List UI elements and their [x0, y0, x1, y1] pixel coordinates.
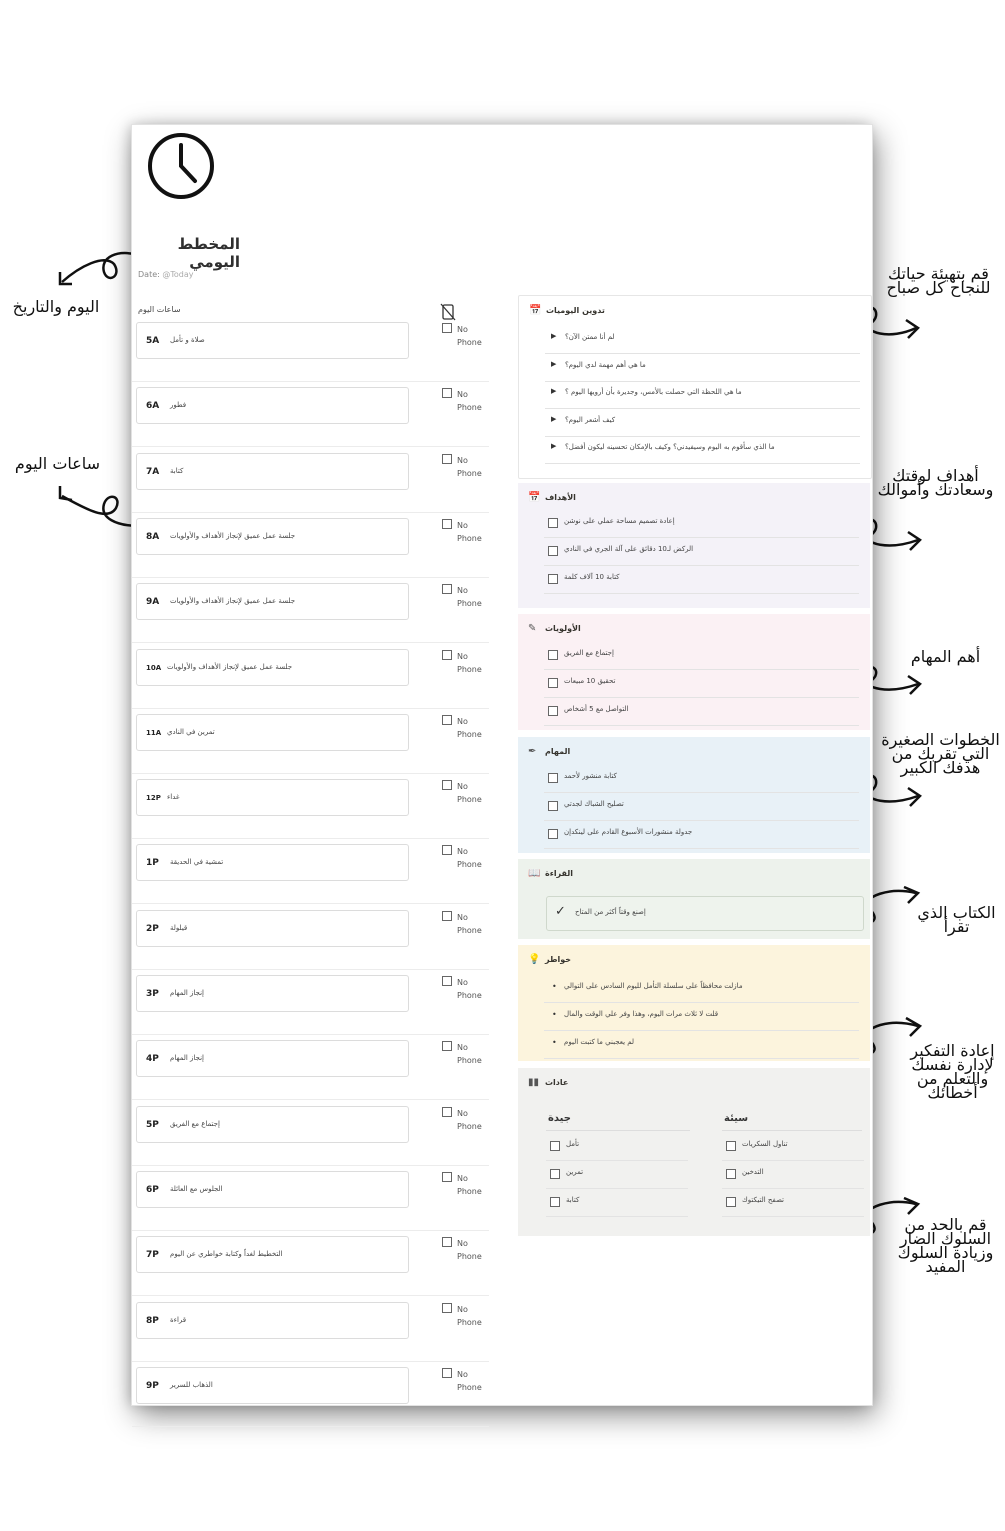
hour-activity-field[interactable]	[136, 975, 409, 1012]
no-phone-label	[457, 911, 482, 937]
item-text: كتابة 10 آلاف كلمة	[564, 573, 620, 581]
no-phone-label	[457, 323, 482, 349]
hour-row	[132, 1034, 489, 1100]
checkbox[interactable]	[726, 1141, 736, 1151]
checkbox[interactable]	[548, 678, 558, 688]
date-label: Date:	[138, 270, 160, 279]
hour-label: 10A	[146, 663, 162, 672]
hour-row	[132, 1230, 489, 1296]
hour-row	[132, 1100, 489, 1166]
reading-title: القراءة	[545, 869, 574, 878]
bullet-icon: •	[552, 1010, 557, 1019]
annotation-day-date: اليوم والتاريخ	[12, 297, 100, 316]
no-phone-line1: No	[457, 716, 468, 726]
no-phone-line1: No	[457, 847, 468, 857]
annotation-thoughts: إعادة التفكير لإدارة نفسك والتعلم من أخطائك	[910, 1041, 995, 1102]
toggle-triangle-icon[interactable]: ▶	[551, 442, 557, 450]
goals-header	[528, 492, 576, 503]
checkbox[interactable]	[550, 1169, 560, 1179]
no-phone-line1: No	[457, 455, 468, 465]
date-property[interactable]	[138, 270, 194, 279]
item-text: لم أنا ممتن الآن؟	[565, 333, 615, 341]
no-phone-label	[457, 584, 482, 610]
hour-activity-field[interactable]	[136, 1236, 409, 1273]
journal-title: تدوين اليوميات	[546, 306, 605, 315]
hour-activity-text: صلاة و تأمل	[170, 336, 205, 344]
toggle-triangle-icon[interactable]: ▶	[551, 359, 557, 368]
hour-activity-field[interactable]	[136, 1040, 409, 1077]
no-phone-line2: Phone	[457, 795, 482, 805]
checkbox[interactable]	[548, 574, 558, 584]
habit-text: تأمل	[566, 1140, 580, 1148]
habits-section	[518, 1068, 870, 1236]
hours-column-header: ساعات اليوم	[138, 305, 181, 314]
todo-item[interactable]	[544, 765, 859, 793]
habit-text: تمرين	[566, 1168, 584, 1176]
checkbox[interactable]	[442, 454, 452, 464]
bullet-item[interactable]	[544, 1031, 859, 1059]
edit-icon: ✎	[528, 623, 537, 634]
hour-activity-text: جلسة عمل عميق لإنجاز الأهداف والأولويات	[170, 531, 296, 540]
annotation-priorities: أهم المهام	[910, 647, 981, 666]
todo-item[interactable]	[544, 698, 859, 726]
checkbox[interactable]	[548, 546, 558, 556]
hour-row	[132, 643, 489, 709]
hour-activity-field[interactable]	[136, 910, 409, 947]
todo-item[interactable]	[544, 510, 859, 538]
habit-item[interactable]	[722, 1189, 864, 1217]
no-phone-line1: No	[457, 520, 468, 530]
item-text: الركض لـ10 دقائق على آلة الجري في النادي	[564, 545, 694, 553]
hour-label: 4P	[146, 1054, 159, 1065]
hour-row	[132, 381, 489, 447]
hour-activity-text: التخطيط لغداً وكتابة خواطري عن اليوم	[170, 1250, 283, 1259]
checkbox[interactable]	[442, 911, 452, 921]
hour-label: 7A	[146, 466, 160, 477]
bar-chart-icon: ▮▮	[528, 1077, 540, 1088]
item-text: ما الذي سأقوم به اليوم وسيفيدني؟ وكيف بالإمكان تحسينه ليكون أفضل؟	[565, 443, 775, 451]
habit-text: التدخين	[742, 1168, 764, 1176]
no-phone-line1: No	[457, 1043, 468, 1053]
toggle-triangle-icon[interactable]: ▶	[551, 332, 557, 340]
hour-activity-field[interactable]	[136, 583, 409, 620]
journal-header	[529, 305, 605, 316]
habits-bad-divider	[722, 1130, 862, 1131]
no-phone-label	[457, 388, 482, 414]
hour-activity-text: تمرين في النادي	[167, 727, 215, 736]
toggle-item[interactable]	[545, 436, 860, 464]
checkbox[interactable]	[442, 1107, 452, 1117]
hour-label: 9P	[146, 1380, 159, 1391]
hour-activity-field[interactable]	[136, 518, 409, 555]
tasks-header	[528, 746, 570, 757]
item-text: مازلت محافظاً على سلسلة التأمل لليوم السادس على التوالي	[564, 982, 743, 990]
planner-page	[132, 125, 872, 1405]
hour-label: 1P	[146, 858, 159, 869]
checkbox[interactable]	[442, 323, 452, 333]
hour-label: 8A	[146, 531, 160, 542]
hour-activity-field[interactable]	[136, 649, 409, 686]
item-text: إعادة تصميم مساحة عملي على نوشن	[564, 517, 675, 525]
no-phone-line1: No	[457, 586, 468, 596]
hour-row	[132, 1361, 489, 1427]
hour-row	[132, 708, 489, 774]
hour-row	[132, 447, 489, 513]
no-phone-line2: Phone	[457, 1317, 482, 1327]
no-phone-line2: Phone	[457, 599, 482, 609]
item-text: إجتماع مع الفريق	[564, 649, 614, 657]
clock-icon	[147, 132, 215, 200]
goals-title: الأهداف	[545, 493, 576, 502]
habit-item[interactable]	[546, 1161, 688, 1189]
item-text: قلت لا ثلاث مرات اليوم، وهذا وفر علي الوقت والمال	[564, 1010, 719, 1018]
checkbox[interactable]	[548, 650, 558, 660]
habits-title: عادات	[545, 1078, 569, 1087]
todo-item[interactable]	[544, 538, 859, 566]
no-phone-line1: No	[457, 1304, 468, 1314]
goals-section	[518, 483, 870, 608]
todo-item[interactable]	[544, 793, 859, 821]
no-phone-label	[457, 845, 482, 871]
journal-section	[518, 295, 872, 479]
hour-activity-field[interactable]	[136, 387, 409, 424]
no-phone-label	[457, 1041, 482, 1067]
checkbox[interactable]	[442, 519, 452, 529]
toggle-item[interactable]	[545, 326, 860, 354]
no-phone-line1: No	[457, 782, 468, 792]
checkbox[interactable]	[442, 388, 452, 398]
no-phone-label	[457, 780, 482, 806]
hour-activity-text: الجلوس مع العائلة	[170, 1184, 223, 1193]
reading-book-card[interactable]	[546, 896, 864, 931]
habits-good-title: جيدة	[548, 1113, 571, 1124]
check-icon: ✓	[555, 904, 566, 919]
checkbox[interactable]	[442, 1368, 452, 1378]
habit-text: تصفح التيكتوك	[742, 1196, 784, 1204]
todo-item[interactable]	[544, 670, 859, 698]
hour-activity-field[interactable]	[136, 1106, 409, 1143]
item-text: جدولة منشورات الأسبوع القادم على لينكدإن	[564, 828, 693, 836]
checkbox[interactable]	[548, 518, 558, 528]
calendar-icon: 📅	[529, 305, 542, 316]
annotation-journal: قم بتهيئة حياتك للنجاح كل صباح	[886, 264, 991, 297]
bullet-item[interactable]	[544, 1003, 859, 1031]
hour-row	[132, 512, 489, 578]
annotation-habits: قم بالحد من السلوك الضار وزيادة السلوك المفيد	[897, 1215, 994, 1276]
hour-activity-field[interactable]	[136, 1367, 409, 1404]
hour-label: 7P	[146, 1250, 159, 1261]
todo-item[interactable]	[544, 566, 859, 594]
no-phone-line1: No	[457, 390, 468, 400]
checkbox[interactable]	[442, 1041, 452, 1051]
no-phone-line1: No	[457, 978, 468, 987]
no-phone-label	[457, 1237, 482, 1263]
hour-activity-text: الذهاب للسرير	[170, 1380, 213, 1389]
no-phone-label	[457, 715, 482, 741]
hour-activity-text: إجتماع مع الفريق	[170, 1119, 220, 1128]
hour-activity-text: إنجاز المهام	[170, 989, 204, 997]
todo-item[interactable]	[544, 642, 859, 670]
annotation-tasks: الخطوات الصغيرة التي تقربك من هدفك الكبير	[881, 730, 1000, 777]
item-text: التواصل مع 5 أشخاص	[564, 705, 629, 713]
priorities-section	[518, 614, 870, 730]
annotation-goals: أهداف لوقتك وسعادتك وأموالك	[877, 466, 994, 499]
annotation-day-hours: ساعات اليوم	[14, 454, 101, 473]
habits-header	[528, 1077, 568, 1088]
toggle-triangle-icon[interactable]: ▶	[551, 414, 557, 423]
checkbox[interactable]	[548, 706, 558, 716]
toggle-item[interactable]	[545, 354, 860, 382]
checkbox[interactable]	[442, 715, 452, 725]
hour-row	[132, 577, 489, 643]
annotation-reading: الكتاب الذي تقرأ	[917, 903, 996, 936]
no-phone-label	[457, 650, 482, 676]
thoughts-header	[528, 954, 571, 965]
checkbox[interactable]	[442, 1172, 452, 1182]
no-phone-label	[457, 976, 482, 1002]
book-icon: 📖	[528, 868, 541, 879]
no-phone-line2: Phone	[457, 338, 482, 347]
no-phone-line2: Phone	[457, 1382, 482, 1392]
thoughts-section	[518, 945, 870, 1061]
hour-activity-field[interactable]	[136, 322, 409, 359]
habits-bad-title: سيئة	[724, 1113, 749, 1124]
hour-row	[132, 773, 489, 839]
priorities-title: الأولويات	[545, 624, 581, 633]
hour-activity-text: جلسة عمل عميق لإنجاز الأهداف والأولويات	[167, 662, 293, 671]
habit-text: كتابة	[566, 1196, 580, 1204]
hour-activity-field[interactable]	[136, 714, 409, 751]
checkbox[interactable]	[442, 780, 452, 790]
no-phone-label	[457, 1368, 482, 1394]
no-phone-line2: Phone	[457, 991, 482, 1000]
no-phone-line2: Phone	[457, 729, 482, 739]
hour-activity-text: فطور	[170, 401, 187, 410]
page-title: المخطط اليومي	[177, 235, 240, 271]
reading-section	[518, 859, 870, 939]
checkbox[interactable]	[726, 1197, 736, 1207]
item-text: تصليح الشباك لجدتي	[564, 800, 624, 808]
hour-label: 8P	[146, 1315, 159, 1326]
hour-label: 3P	[146, 989, 159, 999]
hour-activity-text: إنجاز المهام	[170, 1054, 204, 1063]
bullet-icon: •	[552, 982, 557, 991]
bullet-icon: •	[552, 1038, 557, 1047]
item-text: لم يعجبني ما كتبت اليوم	[564, 1038, 635, 1046]
hour-activity-text: قراءة	[170, 1315, 187, 1324]
checkbox[interactable]	[442, 1237, 452, 1247]
no-phone-label	[457, 519, 482, 545]
habit-item[interactable]	[722, 1161, 864, 1189]
hour-activity-text: تمشية في الحديقة	[170, 858, 224, 867]
calendar-icon: 📅	[528, 492, 541, 503]
toggle-item[interactable]	[545, 381, 860, 409]
hour-row	[132, 1296, 489, 1362]
hour-label: 11A	[146, 728, 162, 737]
checkbox[interactable]	[550, 1197, 560, 1207]
hour-activity-text: قيلولة	[170, 923, 188, 932]
hour-label: 5A	[146, 336, 160, 346]
habit-item[interactable]	[546, 1189, 688, 1217]
item-text: تحقيق 10 مبيعات	[564, 677, 616, 685]
hour-activity-text: كتابة	[170, 466, 184, 475]
hour-label: 6P	[146, 1184, 159, 1195]
hour-row	[132, 969, 489, 1035]
reading-header	[528, 868, 573, 879]
toggle-item[interactable]	[545, 409, 860, 437]
no-phone-line1: No	[457, 912, 468, 922]
thoughts-title: خواطر	[545, 955, 572, 964]
hour-row	[132, 1165, 489, 1231]
checkbox[interactable]	[442, 584, 452, 594]
no-phone-line1: No	[457, 651, 468, 661]
no-phone-line2: Phone	[457, 1121, 482, 1131]
no-phone-line2: Phone	[457, 533, 482, 543]
checkbox[interactable]	[442, 650, 452, 660]
no-phone-line2: Phone	[457, 1056, 482, 1066]
hour-activity-field[interactable]	[136, 779, 409, 816]
checkbox[interactable]	[548, 801, 558, 811]
no-phone-line2: Phone	[457, 925, 482, 935]
item-text: كتابة منشور لأحمد	[564, 772, 617, 780]
tasks-section	[518, 737, 870, 853]
checkbox[interactable]	[442, 976, 452, 986]
no-phone-label	[457, 454, 482, 480]
habit-text: تناول السكريات	[742, 1140, 788, 1148]
no-phone-label	[457, 1107, 482, 1133]
hour-label: 5P	[146, 1119, 159, 1130]
bullet-item[interactable]	[544, 975, 859, 1003]
item-text: ما هي أهم مهمة لدي اليوم؟	[565, 360, 646, 369]
toggle-triangle-icon[interactable]: ▶	[551, 387, 557, 395]
checkbox[interactable]	[548, 773, 558, 783]
hour-activity-field[interactable]	[136, 844, 409, 881]
hour-label: 2P	[146, 923, 159, 934]
no-phone-line1: No	[457, 1173, 468, 1183]
lightbulb-icon: 💡	[528, 954, 541, 965]
hour-activity-field[interactable]	[136, 1302, 409, 1339]
no-phone-line2: Phone	[457, 860, 482, 870]
habit-item[interactable]	[722, 1133, 864, 1161]
hour-label: 9A	[146, 597, 160, 608]
checkbox[interactable]	[442, 1303, 452, 1313]
hour-row	[132, 838, 489, 904]
no-phone-line2: Phone	[457, 468, 482, 478]
no-phone-line2: Phone	[457, 403, 482, 413]
pen-icon: ✒	[528, 746, 537, 757]
no-phone-line1: No	[457, 1108, 468, 1118]
tasks-title: المهام	[545, 747, 571, 756]
habit-item[interactable]	[546, 1133, 688, 1161]
hour-row	[132, 316, 489, 382]
checkbox[interactable]	[548, 829, 558, 839]
hour-activity-field[interactable]	[136, 1171, 409, 1208]
checkbox[interactable]	[442, 845, 452, 855]
checkbox[interactable]	[550, 1141, 560, 1151]
priorities-header	[528, 623, 581, 634]
arrow-day-hours-icon	[56, 482, 142, 530]
no-phone-label	[457, 1303, 482, 1329]
hour-activity-field[interactable]	[136, 453, 409, 490]
no-phone-line2: Phone	[457, 1186, 482, 1196]
item-text: كيف أشعر اليوم؟	[565, 415, 616, 424]
hour-activity-text: غداء	[167, 793, 180, 802]
habits-good-divider	[546, 1130, 690, 1131]
hour-label: 12P	[146, 794, 161, 803]
no-phone-line1: No	[457, 1369, 468, 1379]
no-phone-line2: Phone	[457, 664, 482, 674]
no-phone-line2: Phone	[457, 1252, 482, 1262]
hour-label: 6A	[146, 401, 160, 412]
no-phone-label	[457, 1172, 482, 1198]
hour-activity-text: جلسة عمل عميق لإنجاز الأهداف والأولويات	[170, 597, 296, 606]
item-text: ما هي اللحظة التي حصلت بالأمس، وجديرة بأن أرويها اليوم ؟	[565, 388, 742, 396]
no-phone-line1: No	[457, 1239, 468, 1249]
date-value[interactable]: @Today	[162, 270, 194, 279]
no-phone-line1: No	[457, 325, 468, 334]
hour-row	[132, 904, 489, 970]
reading-book-title: إصنع وقتاً أكثر من المتاح	[575, 908, 646, 916]
checkbox[interactable]	[726, 1169, 736, 1179]
todo-item[interactable]	[544, 821, 859, 849]
